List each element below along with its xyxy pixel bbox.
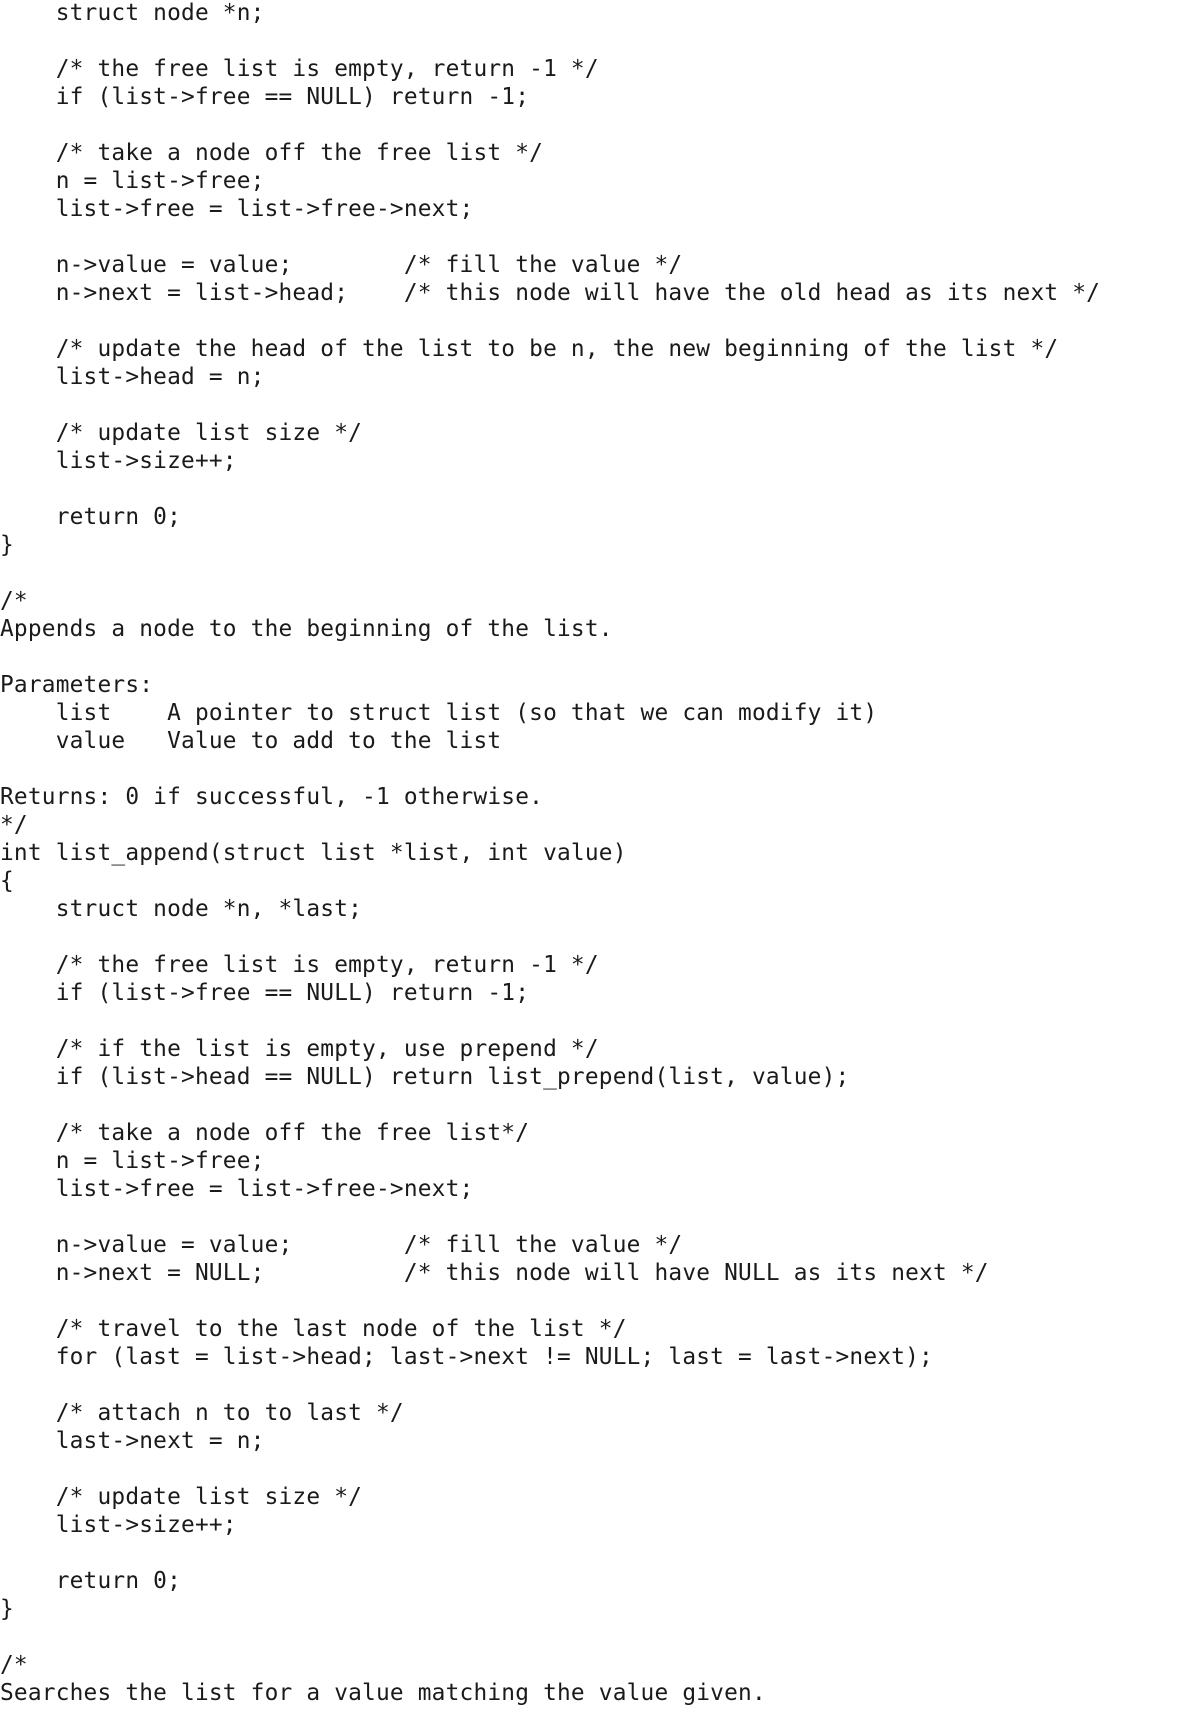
- code-line: /* update list size */: [0, 420, 363, 446]
- code-line: [0, 475, 1100, 503]
- code-line: n->next = NULL; /* this node will have NULL as its next */: [0, 1260, 989, 1286]
- code-line: [0, 1371, 1100, 1399]
- code-line: list->size++;: [0, 1512, 237, 1538]
- code-line: /* take a node off the free list*/: [0, 1120, 530, 1146]
- code-line: n->next = list->head; /* this node will have the old head as its next */: [0, 280, 1101, 306]
- code-line: list->free = list->free->next;: [0, 196, 474, 222]
- code-line: /*: [0, 1652, 28, 1678]
- code-line: Appends a node to the beginning of the list.: [0, 616, 613, 642]
- code-line: list->free = list->free->next;: [0, 1176, 474, 1202]
- code-line: /*: [0, 588, 28, 614]
- code-line: [0, 1203, 1100, 1231]
- code-line: Returns: 0 if successful, -1 otherwise.: [0, 784, 544, 810]
- code-line: n->value = value; /* fill the value */: [0, 1232, 683, 1258]
- code-line: Searches the list for a value matching the value given.: [0, 1680, 766, 1706]
- code-line: }: [0, 532, 14, 558]
- code-line: {: [0, 868, 14, 894]
- code-line: */: [0, 812, 28, 838]
- code-line: list A pointer to struct list (so that we can modify it): [0, 700, 878, 726]
- code-line: [0, 1539, 1100, 1567]
- code-line: [0, 755, 1100, 783]
- code-line: n->value = value; /* fill the value */: [0, 252, 683, 278]
- code-line: struct node *n, *last;: [0, 896, 363, 922]
- code-line: last->next = n;: [0, 1428, 265, 1454]
- code-line: /* take a node off the free list */: [0, 140, 544, 166]
- code-line: [0, 1623, 1100, 1651]
- code-line: [0, 1455, 1100, 1483]
- code-line: /* update list size */: [0, 1484, 363, 1510]
- code-line: list->head = n;: [0, 364, 265, 390]
- code-line: n = list->free;: [0, 1148, 265, 1174]
- code-line: value Value to add to the list: [0, 728, 502, 754]
- code-line: }: [0, 1596, 14, 1622]
- code-line: [0, 307, 1100, 335]
- code-line: if (list->free == NULL) return -1;: [0, 84, 530, 110]
- code-line: [0, 923, 1100, 951]
- code-line: return 0;: [0, 504, 182, 530]
- code-line: [0, 559, 1100, 587]
- code-line: /* travel to the last node of the list */: [0, 1316, 627, 1342]
- code-line: /* if the list is empty, use prepend */: [0, 1036, 599, 1062]
- code-line: [0, 111, 1100, 139]
- code-line: [0, 27, 1100, 55]
- code-line: /* the free list is empty, return -1 */: [0, 56, 599, 82]
- code-line: [0, 643, 1100, 671]
- code-line: /* update the head of the list to be n, the new beginning of the list */: [0, 336, 1059, 362]
- code-line: return 0;: [0, 1568, 182, 1594]
- code-line: list->size++;: [0, 448, 237, 474]
- code-line: int list_append(struct list *list, int value): [0, 840, 627, 866]
- code-line: [0, 1091, 1100, 1119]
- code-line: [0, 223, 1100, 251]
- code-line: Parameters:: [0, 672, 154, 698]
- code-line: struct node *n;: [0, 0, 265, 26]
- code-line: [0, 1287, 1100, 1315]
- code-line: for (last = list->head; last->next != NULL; last = last->next);: [0, 1344, 933, 1370]
- code-line: if (list->free == NULL) return -1;: [0, 980, 530, 1006]
- code-line: [0, 1007, 1100, 1035]
- code-line: [0, 391, 1100, 419]
- code-line: /* the free list is empty, return -1 */: [0, 952, 599, 978]
- code-line: n = list->free;: [0, 168, 265, 194]
- code-line: if (list->head == NULL) return list_prepend(list, value);: [0, 1064, 850, 1090]
- code-line: /* attach n to to last */: [0, 1400, 404, 1426]
